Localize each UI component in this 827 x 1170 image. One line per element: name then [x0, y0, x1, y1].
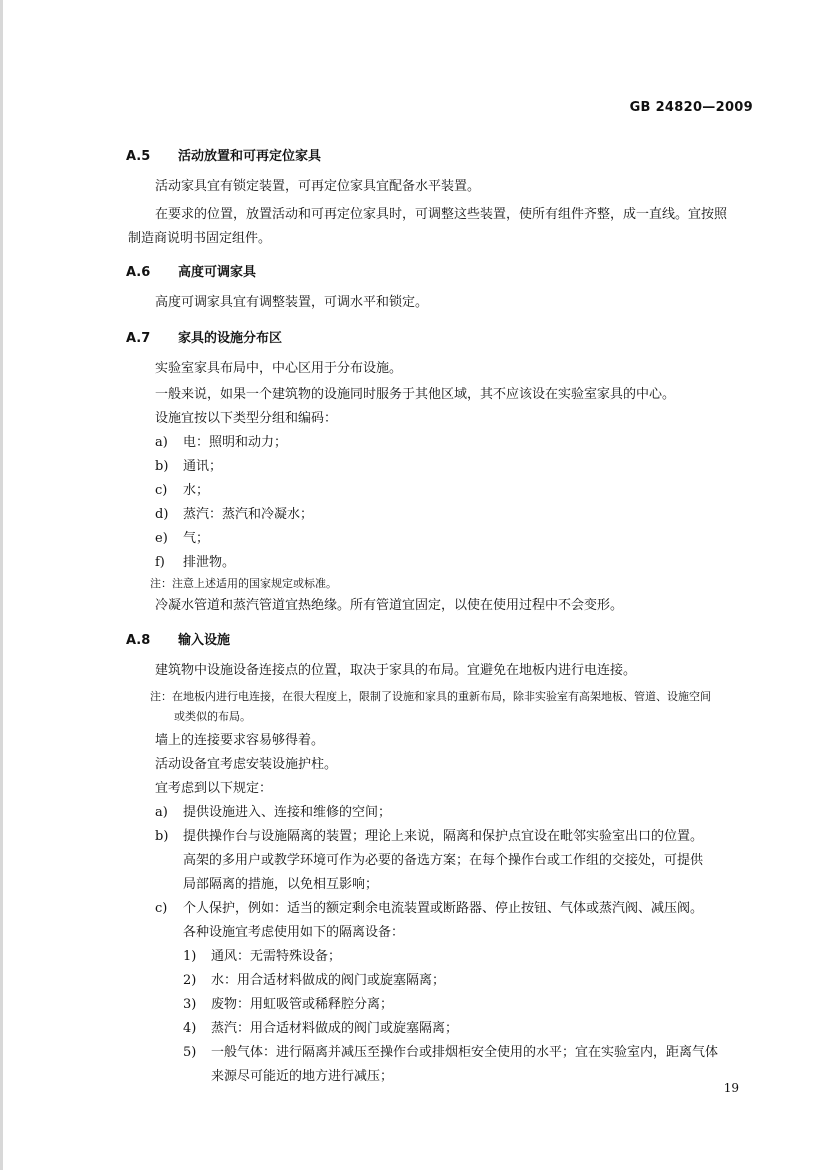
list-item-label: a) — [155, 435, 168, 450]
page-number: 19 — [723, 1081, 739, 1095]
list-item-continuation: 局部隔离的措施，以免相互影响； — [183, 877, 379, 892]
list-item-text: 个人保护，例如：适当的额定剩余电流装置或断路器、停止按钮、气体或蒸汽阀、减压阀。 — [183, 901, 704, 916]
section-a6-heading — [126, 264, 256, 282]
sub-list-item-continuation: 来源尽可能近的地方进行减压； — [211, 1069, 394, 1084]
sub-list-item-label: 4) — [183, 1021, 197, 1036]
sub-list-item — [183, 996, 393, 1014]
section-number: A.5 — [126, 149, 151, 164]
sub-list-item-label: 5) — [183, 1045, 197, 1060]
sub-list-item-label: 3) — [183, 997, 197, 1012]
list-item-label: b) — [155, 829, 169, 844]
note-continuation: 或类似的布局。 — [174, 710, 251, 723]
list-item — [155, 554, 235, 572]
paragraph: 建筑物中设施设备连接点的位置，取决于家具的布局。宜避免在地板内进行电连接。 — [155, 663, 637, 678]
list-item-label: a) — [155, 805, 168, 820]
sub-list-item-text: 蒸汽：用合适材料做成的阀门或旋塞隔离； — [211, 1021, 459, 1036]
sub-list-item-text: 水：用合适材料做成的阀门或旋塞隔离； — [211, 973, 446, 988]
list-item-label: d) — [155, 507, 169, 522]
list-item — [155, 482, 209, 500]
list-item — [155, 506, 313, 524]
list-item-label: c) — [155, 901, 168, 916]
paragraph: 墙上的连接要求容易够得着。 — [155, 733, 325, 748]
section-a5-heading — [126, 148, 321, 166]
scan-edge — [0, 0, 3, 1170]
list-item-text: 水； — [183, 483, 210, 498]
list-item-continuation: 各种设施宜考虑使用如下的隔离设备： — [183, 925, 405, 940]
sub-list-item — [183, 948, 341, 966]
section-a7-heading — [126, 330, 282, 348]
standard-number: GB 24820—2009 — [629, 100, 753, 115]
paragraph-continuation: 制造商说明书固定组件。 — [128, 231, 272, 246]
list-item — [155, 530, 209, 548]
sub-list-item — [183, 972, 445, 990]
list-item-text: 电：照明和动力； — [183, 435, 288, 450]
section-title: 家具的设施分布区 — [178, 331, 283, 346]
paragraph: 一般来说，如果一个建筑物的设施同时服务于其他区域，其不应该设在实验室家具的中心。 — [155, 387, 676, 402]
note: 注：在地板内进行电连接，在很大程度上，限制了设施和家具的重新布局，除非实验室有高架地板、管道、设施空间 — [150, 690, 711, 703]
list-item-label: c) — [155, 483, 168, 498]
section-number: A.8 — [126, 633, 151, 648]
list-item-text: 提供操作台与设施隔离的装置；理论上来说，隔离和保护点宜设在毗邻实验室出口的位置。 — [183, 829, 704, 844]
list-item — [155, 458, 222, 476]
section-title: 输入设施 — [178, 633, 231, 648]
sub-list-item-text: 废物：用虹吸管或稀释腔分离； — [211, 997, 394, 1012]
paragraph: 冷凝水管道和蒸汽管道宜热绝缘。所有管道宜固定，以使在使用过程中不会变形。 — [155, 598, 624, 613]
list-item — [155, 900, 703, 918]
paragraph: 设施宜按以下类型分组和编码： — [155, 411, 338, 426]
list-item — [155, 804, 391, 822]
paragraph: 活动设备宜考虑安装设施护柱。 — [155, 757, 338, 772]
list-item-continuation: 高架的多用户或教学环境可作为必要的备选方案；在每个操作台或工作组的交接处，可提供 — [183, 853, 704, 868]
section-title: 活动放置和可再定位家具 — [178, 149, 322, 164]
list-item-text: 气； — [183, 531, 210, 546]
list-item — [155, 434, 287, 452]
sub-list-item-label: 1) — [183, 949, 197, 964]
paragraph: 实验室家具布局中，中心区用于分布设施。 — [155, 361, 403, 376]
sub-list-item — [183, 1020, 458, 1038]
sub-list-item — [183, 1044, 718, 1062]
section-number: A.6 — [126, 265, 151, 280]
list-item-text: 排泄物。 — [183, 555, 236, 570]
paragraph: 在要求的位置，放置活动和可再定位家具时，可调整这些装置，使所有组件齐整，成一直线。宜按照 — [155, 207, 728, 222]
paragraph: 高度可调家具宜有调整装置，可调水平和锁定。 — [155, 295, 429, 310]
sub-list-item-text: 通风：无需特殊设备； — [211, 949, 342, 964]
paragraph: 活动家具宜有锁定装置，可再定位家具宜配备水平装置。 — [155, 179, 481, 194]
note: 注：注意上述适用的国家规定或标准。 — [150, 577, 337, 590]
sub-list-item-label: 2) — [183, 973, 197, 988]
sub-list-item-text: 一般气体：进行隔离并减压至操作台或排烟柜安全使用的水平；宜在实验室内，距离气体 — [211, 1045, 719, 1060]
list-item-label: f) — [155, 555, 165, 570]
list-item-label: b) — [155, 459, 169, 474]
list-item-text: 提供设施进入、连接和维修的空间； — [183, 805, 392, 820]
section-title: 高度可调家具 — [178, 265, 257, 280]
paragraph: 宜考虑到以下规定： — [155, 781, 273, 796]
section-number: A.7 — [126, 331, 151, 346]
list-item-text: 通讯； — [183, 459, 223, 474]
list-item-text: 蒸汽：蒸汽和冷凝水； — [183, 507, 314, 522]
list-item-label: e) — [155, 531, 168, 546]
section-a8-heading — [126, 632, 230, 650]
list-item — [155, 828, 703, 846]
